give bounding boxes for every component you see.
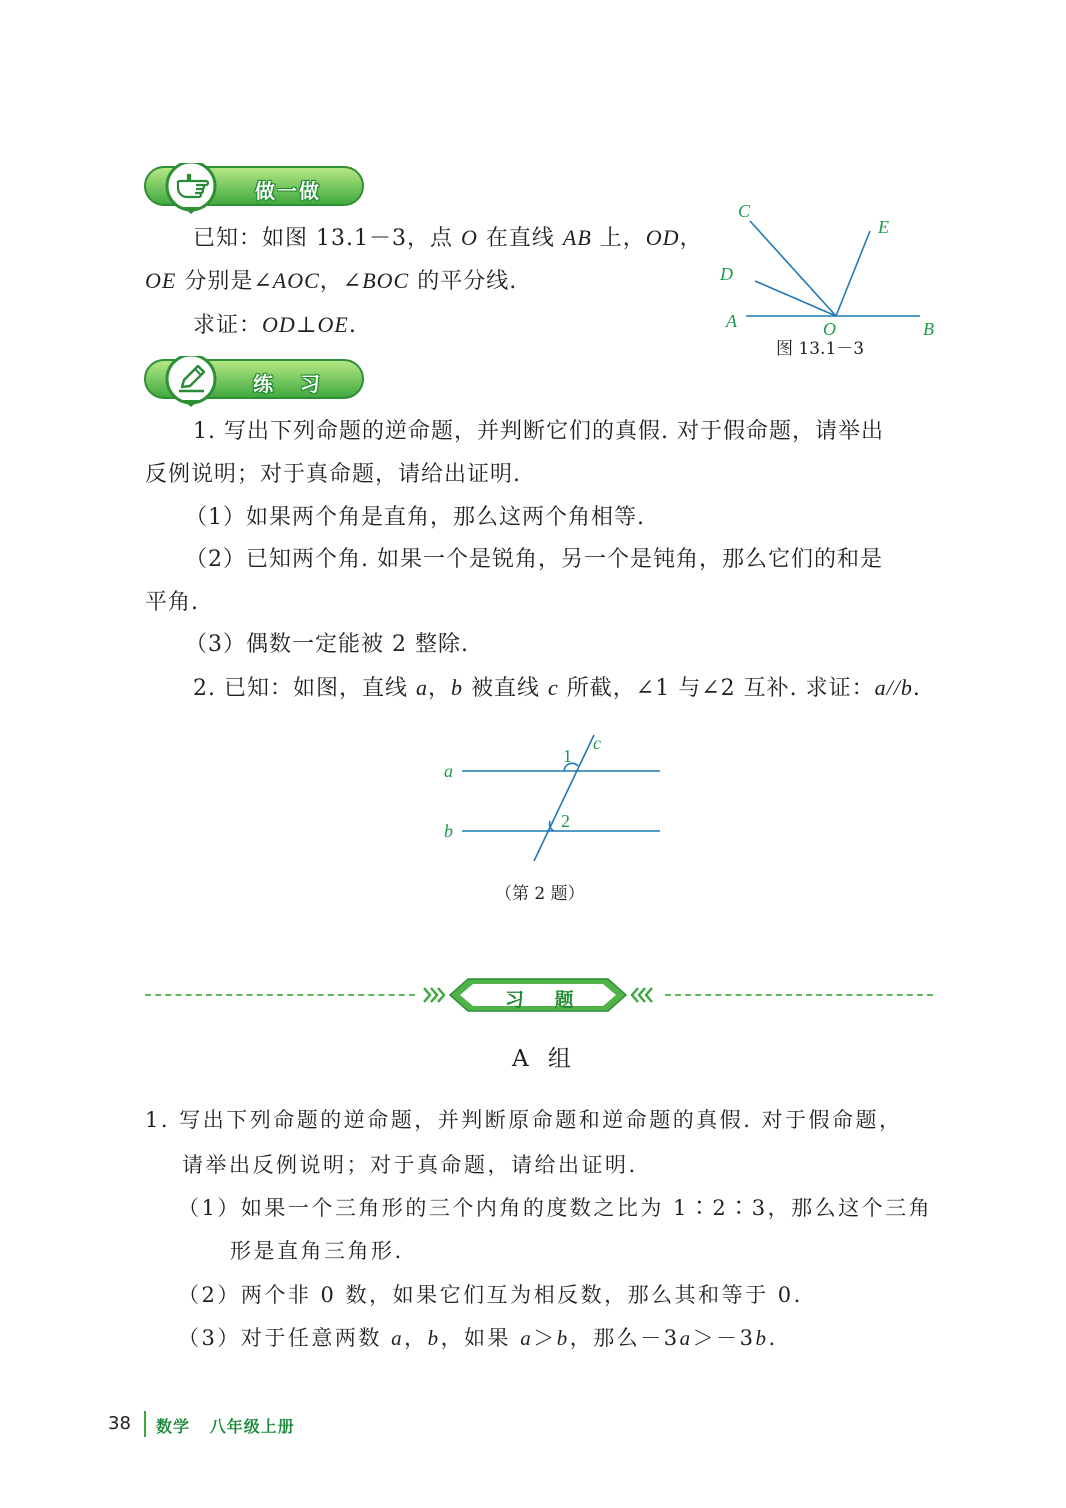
chevrons-right-icon: [632, 988, 652, 1002]
chevrons-left-icon: [424, 988, 444, 1002]
practice-q1-item3: （3）偶数一定能被 2 整除.: [185, 632, 469, 657]
banner-lianxi: [143, 356, 365, 408]
banner-lianxi-title: 练 习: [253, 372, 330, 396]
text-i3-gt2: ＞－3: [692, 1326, 756, 1350]
label-angle-2: 2: [561, 811, 570, 831]
parallel-symbol: //: [886, 675, 901, 700]
ray-oc: [750, 221, 836, 316]
text-given-c: 上，: [599, 226, 646, 251]
var-od: OD: [645, 225, 680, 250]
text-i3-sep: ，: [404, 1326, 428, 1350]
text-q2-end: .: [912, 676, 921, 701]
var-prove-oe: OE: [317, 312, 349, 337]
text-given-b: 在直线: [485, 226, 555, 251]
page-number: 38: [108, 1413, 131, 1434]
text-given-d: ，: [679, 226, 703, 251]
divider-right: [665, 994, 933, 996]
practice-q1-line1: 1. 写出下列命题的逆命题，并判断它们的真假. 对于假命题，请举出: [193, 419, 884, 444]
var-q2-a2: a: [874, 675, 887, 700]
exercise1-line1: 1. 写出下列命题的逆命题，并判断原命题和逆命题的真假. 对于假命题，: [145, 1108, 903, 1132]
divider-left: [145, 994, 415, 996]
pointing-hand-icon: [175, 171, 209, 201]
label-c: C: [738, 201, 751, 221]
var-i3-a3: a: [679, 1326, 693, 1350]
label-a: A: [726, 311, 737, 331]
exercise1-item2: （2）两个非 0 数，如果它们互为相反数，那么其和等于 0.: [178, 1283, 803, 1307]
text-i3-a: （3）对于任意两数: [178, 1326, 382, 1350]
label-d: D: [720, 264, 733, 284]
text-q2-sep: ，: [427, 676, 451, 701]
text-i3-c: ，那么－3: [569, 1326, 680, 1350]
label-e: E: [878, 217, 889, 237]
perp-symbol: ⊥: [295, 313, 318, 338]
text-i3-end: .: [768, 1326, 778, 1350]
text-prove: 求证：: [193, 313, 263, 338]
footer-separator: [144, 1411, 146, 1437]
exercise1-item1-line2: 形是直角三角形.: [230, 1239, 404, 1263]
figure-q2: [430, 725, 680, 870]
banner-xiti-title: 习 题: [505, 989, 586, 1011]
group-a-title: A 组: [512, 1046, 577, 1072]
var-prove-od: OD: [262, 312, 296, 337]
var-oe: OE: [145, 268, 177, 293]
var-i3-a: a: [391, 1326, 405, 1350]
text-given-e: 分别是∠: [184, 269, 273, 294]
practice-q1-item2-line1: （2）已知两个角. 如果一个是锐角，另一个是钝角，那么它们的和是: [185, 547, 883, 572]
exercise1-line2: 请举出反例说明；对于真命题，请给出证明.: [182, 1153, 638, 1177]
text-q2-c: 所截，∠1 与∠2 互补. 求证：: [566, 676, 875, 701]
text-prove-end: .: [348, 313, 357, 338]
label-b: B: [923, 319, 934, 339]
activity-given-line2: [145, 266, 517, 297]
text-given-g: 的平分线.: [417, 269, 518, 294]
var-aoc: AOC: [272, 268, 320, 293]
text-given-a: 已知：如图 13.1－3，点: [193, 226, 453, 251]
figure-q2-caption: （第 2 题）: [495, 884, 585, 904]
footer-book-title: 数学 八年级上册: [156, 1417, 295, 1436]
text-i3-b: ，如果: [440, 1326, 512, 1350]
banner-zuoyizuo: [143, 163, 365, 215]
var-i3-b2: b: [556, 1326, 570, 1350]
label-line-a: a: [444, 761, 453, 781]
var-ab: AB: [562, 225, 592, 250]
practice-q1-item2-line2: 平角.: [145, 590, 199, 615]
var-i3-b3: b: [755, 1326, 769, 1350]
var-q2-c: c: [548, 675, 559, 700]
label-line-b: b: [444, 821, 453, 841]
exercise1-item1-line1: （1）如果一个三角形的三个内角的度数之比为 1∶2∶3，那么这个三角: [178, 1196, 933, 1220]
practice-q1-line2: 反例说明；对于真命题，请给出证明.: [145, 462, 521, 487]
figure-13-1-3-caption: 图 13.1－3: [776, 339, 865, 359]
banner-zuoyizuo-title: 做一做: [255, 179, 321, 203]
exercise1-item3: [178, 1323, 778, 1353]
var-o: O: [460, 225, 478, 250]
text-q2-b: 被直线: [471, 676, 541, 701]
label-angle-1: 1: [563, 746, 572, 766]
activity-given-line1: [193, 223, 703, 254]
gt-symbol: ＞: [533, 1326, 557, 1350]
text-q2-a: 2. 已知：如图，直线: [193, 676, 408, 701]
var-q2-a: a: [415, 675, 428, 700]
label-o: O: [823, 319, 836, 339]
var-q2-b: b: [451, 675, 463, 700]
var-boc: BOC: [362, 268, 410, 293]
ray-oe: [836, 231, 870, 316]
var-q2-b2: b: [900, 675, 913, 700]
pencil-icon: [176, 363, 208, 395]
activity-prove-line: [193, 310, 357, 341]
ray-od: [755, 281, 836, 316]
practice-q1-item1: （1）如果两个角是直角，那么这两个角相等.: [185, 505, 645, 530]
label-line-c: c: [593, 733, 601, 753]
text-given-f: ，∠: [319, 269, 363, 294]
practice-q2: [193, 673, 921, 704]
var-i3-a2: a: [520, 1326, 534, 1350]
var-i3-b: b: [427, 1326, 441, 1350]
